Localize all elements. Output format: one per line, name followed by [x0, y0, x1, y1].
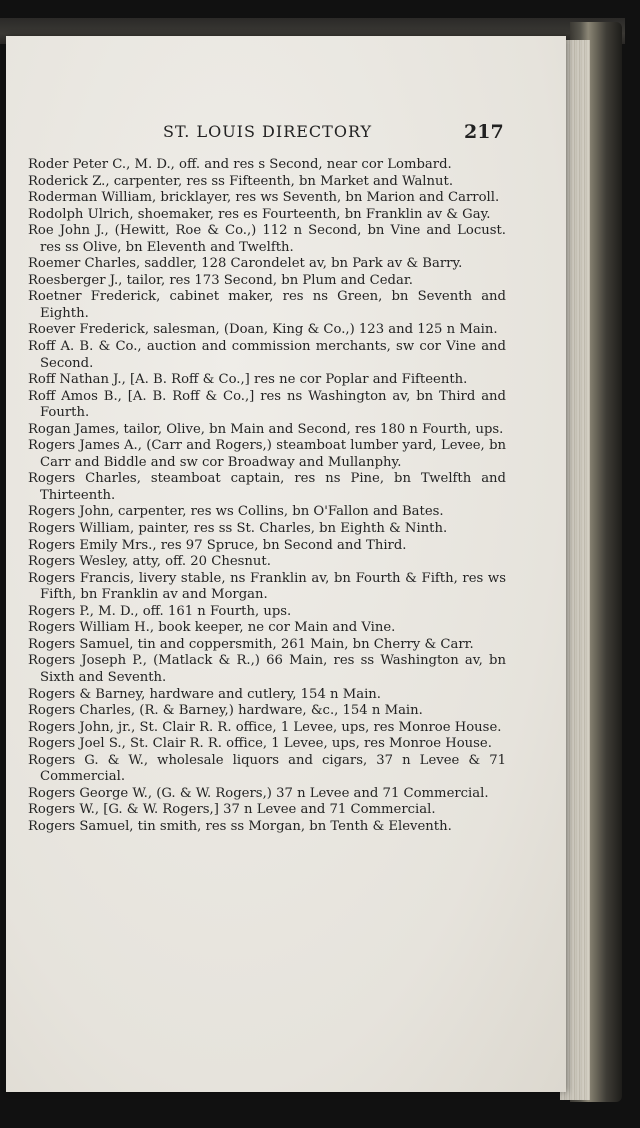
- running-title: ST. LOUIS DIRECTORY: [163, 122, 373, 141]
- directory-entry: Roe John J., (Hewitt, Roe & Co.,) 112 n Second, bn Vine and Locust. res ss Olive, bn Eleventh and Twelfth.: [28, 223, 506, 255]
- page-number: 217: [464, 121, 504, 143]
- directory-entry: Roderman William, bricklayer, res ws Seventh, bn Marion and Carroll.: [28, 190, 500, 206]
- directory-entry: Rogers George W., (G. & W. Rogers,) 37 n Levee and 71 Commercial.: [28, 785, 489, 801]
- directory-entry: Roff A. B. & Co., auction and commission merchants, sw cor Vine and Second.: [28, 339, 506, 371]
- directory-entry: Rodolph Ulrich, shoemaker, res es Fourteenth, bn Franklin av & Gay.: [28, 206, 491, 222]
- directory-entry: Roetner Frederick, cabinet maker, res ns Green, bn Seventh and Eighth.: [28, 289, 506, 321]
- directory-entry: Rogers James A., (Carr and Rogers,) steamboat lumber yard, Levee, bn Carr and Biddle and sw cor Broadway and Mullanphy.: [28, 438, 506, 470]
- directory-entry: Rogers Samuel, tin smith, res ss Morgan, bn Tenth & Eleventh.: [28, 818, 452, 834]
- directory-entry: Rogers Joseph P., (Matlack & R.,) 66 Main, res ss Washington av, bn Sixth and Seventh.: [28, 653, 506, 685]
- directory-entry: Roemer Charles, saddler, 128 Carondelet av, bn Park av & Barry.: [28, 256, 463, 272]
- directory-entry: Roever Frederick, salesman, (Doan, King & Co.,) 123 and 125 n Main.: [28, 322, 498, 338]
- directory-entries: [28, 157, 506, 835]
- directory-entry: Rogers John, carpenter, res ws Collins, bn O'Fallon and Bates.: [28, 504, 444, 520]
- directory-entry: Rogers Wesley, atty, off. 20 Chesnut.: [28, 554, 271, 570]
- directory-entry: Rogers W., [G. & W. Rogers,] 37 n Levee and 71 Commercial.: [28, 802, 436, 818]
- directory-entry: Rogers & Barney, hardware and cutlery, 154 n Main.: [28, 686, 381, 702]
- directory-entry: Rogers Joel S., St. Clair R. R. office, 1 Levee, ups, res Monroe House.: [28, 736, 492, 752]
- directory-entry: Roderick Z., carpenter, res ss Fifteenth, bn Market and Walnut.: [28, 173, 454, 189]
- directory-entry: Rogers Francis, livery stable, ns Franklin av, bn Fourth & Fifth, res ws Fifth, bn Franklin av and Morgan.: [28, 570, 506, 603]
- directory-entry: Rogers William H., book keeper, ne cor Main and Vine.: [28, 620, 396, 636]
- directory-entry: Rogers Charles, (R. & Barney,) hardware, &c., 154 n Main.: [28, 703, 423, 719]
- directory-entry: Rogers William, painter, res ss St. Charles, bn Eighth & Ninth.: [28, 521, 448, 537]
- directory-entry: Roff Nathan J., [A. B. Roff & Co.,] res ne cor Poplar and Fifteenth.: [28, 372, 468, 388]
- directory-entry: Roder Peter C., M. D., off. and res s Second, near cor Lombard.: [28, 157, 452, 172]
- directory-entry: Rogan James, tailor, Olive, bn Main and Second, res 180 n Fourth, ups.: [28, 421, 504, 437]
- directory-page: [6, 36, 566, 1092]
- directory-entry: Rogers Emily Mrs., res 97 Spruce, bn Second and Third.: [28, 537, 407, 553]
- directory-entry: Rogers P., M. D., off. 161 n Fourth, ups.: [28, 603, 292, 619]
- directory-entry: Rogers G. & W., wholesale liquors and cigars, 37 n Levee & 71 Commercial.: [28, 752, 506, 785]
- directory-entry: Rogers Charles, steamboat captain, res ns Pine, bn Twelfth and Thirteenth.: [28, 471, 506, 503]
- directory-entry: Rogers Samuel, tin and coppersmith, 261 Main, bn Cherry & Carr.: [28, 636, 474, 652]
- directory-entry: Rogers John, jr., St. Clair R. R. office, 1 Levee, ups, res Monroe House.: [28, 719, 502, 735]
- directory-entry: Roff Amos B., [A. B. Roff & Co.,] res ns Washington av, bn Third and Fourth.: [28, 388, 506, 421]
- directory-entry: Roesberger J., tailor, res 173 Second, bn Plum and Cedar.: [28, 272, 413, 288]
- page-header: [6, 122, 526, 148]
